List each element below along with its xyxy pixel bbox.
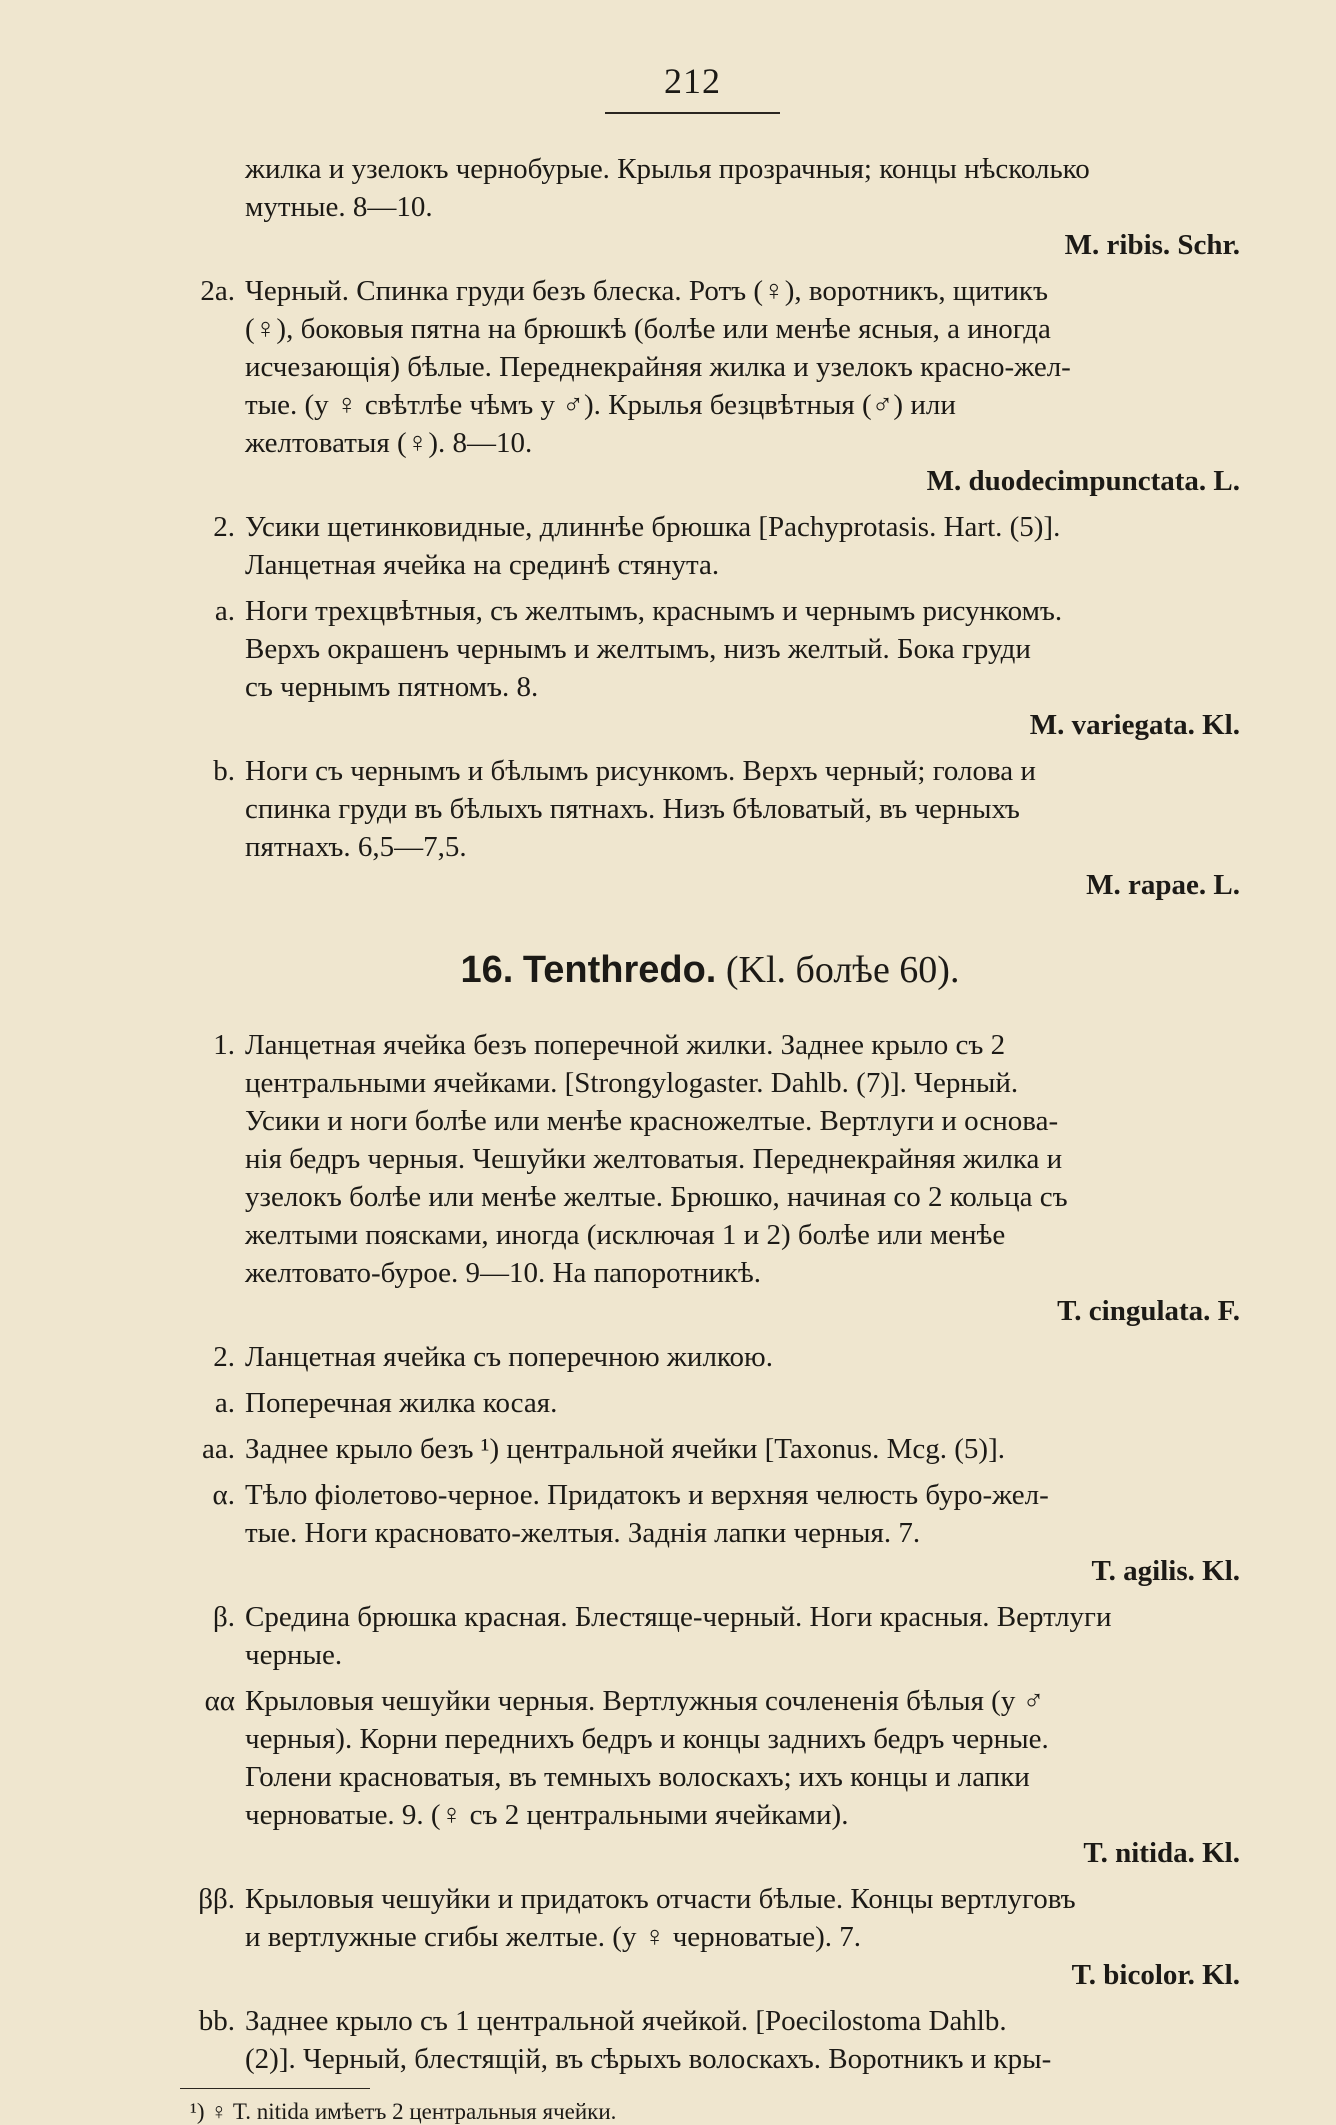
species-name: T. bicolor. Kl. [1071,1959,1240,1991]
entry-line: жилка и узелокъ чернобурые. Крылья прозрачныя; концы нѣсколько [245,153,1090,185]
key-entry [180,1682,1240,1872]
page-header [605,60,780,114]
key-entry [180,2002,1240,2078]
entry-line: черные. [245,1639,343,1671]
entry-label: α. [212,1479,235,1511]
key-entry [180,1476,1240,1590]
entry-line: центральными ячейками. [Strongylogaster. Dahlb. (7)]. Черный. [245,1067,1019,1099]
entry-label: b. [213,755,235,787]
footnote: ¹) ♀ T. nitida имѣетъ 2 центральныя ячейки. [190,2099,617,2124]
entry-line: тые. Ноги красновато-желтыя. Заднія лапки черныя. 7. [245,1517,921,1549]
genus-name: Tenthredo. [522,949,717,991]
key-entries-top [180,150,1240,904]
entry-line: Средина брюшка красная. Блестяще-черный. Ноги красныя. Вертлуги [245,1601,1112,1633]
genus-note: (Kl. болѣе 60). [725,949,960,991]
entry-line: съ чернымъ пятномъ. 8. [245,671,539,703]
entry-line: желтоватыя (♀). 8—10. [245,427,533,459]
species-name: T. agilis. Kl. [1091,1555,1240,1587]
entry-line: узелокъ болѣе или менѣе желтые. Брюшко, начиная со 2 кольца съ [245,1181,1068,1213]
entry-line: Ланцетная ячейка на срединѣ стянута. [245,549,720,581]
entry-line: черноватые. 9. (♀ съ 2 центральными ячейками). [245,1799,849,1831]
entry-line: тые. (у ♀ свѣтлѣе чѣмъ у ♂). Крылья безцвѣтныя (♂) или [245,389,956,421]
entry-line: Поперечная жилка косая. [245,1387,558,1419]
entry-line: Тѣло фіолетово-черное. Придатокъ и верхняя челюсть буро-жел- [245,1479,1049,1511]
entry-label: a. [214,1387,235,1419]
entry-line: Черный. Спинка груди безъ блеска. Ротъ (♀), воротникъ, щитикъ [245,275,1048,307]
genus-heading [180,948,1240,992]
entry-line: Ноги трехцвѣтныя, съ желтымъ, краснымъ и чернымъ рисункомъ. [245,595,1063,627]
entry-label: bb. [198,2005,235,2037]
entry-line: пятнахъ. 6,5—7,5. [245,831,467,863]
entry-label: 2. [213,511,235,543]
key-entries-bottom [180,1026,1240,2078]
entry-line: (2)]. Черный, блестящій, въ сѣрыхъ волоскахъ. Воротникъ и кры- [245,2043,1052,2075]
entry-label: aa. [202,1433,235,1465]
key-entry [180,1598,1240,1674]
entry-label: 2. [213,1341,235,1373]
key-entry [180,1430,1240,1468]
entry-line: Заднее крыло безъ ¹) центральной ячейки [Taxonus. Mcg. (5)]. [245,1433,1005,1465]
page-body [180,150,1240,2125]
entry-line: Крыловыя чешуйки и придатокъ отчасти бѣлые. Концы вертлуговъ [245,1883,1076,1915]
entry-line: черныя). Корни переднихъ бедръ и концы заднихъ бедръ черные. [245,1723,1049,1755]
entry-label: αα [204,1685,235,1717]
entry-line: Заднее крыло съ 1 центральной ячейкой. [Poecilostoma Dahlb. [245,2005,1007,2037]
species-name: T. nitida. Kl. [1083,1837,1240,1869]
page-number: 212 [664,61,721,101]
key-entry [180,752,1240,904]
entry-line: исчезающія) бѣлые. Переднекрайняя жилка и узелокъ красно-жел- [245,351,1071,383]
entry-line: Голени красноватыя, въ темныхъ волоскахъ; ихъ концы и лапки [245,1761,1030,1793]
key-entry [180,272,1240,500]
entry-line: Ноги съ чернымъ и бѣлымъ рисункомъ. Верхъ черный; голова и [245,755,1036,787]
species-name: M. rapae. L. [1086,869,1240,901]
species-name: M. duodecimpunctata. L. [926,465,1240,497]
entry-line: Верхъ окрашенъ чернымъ и желтымъ, низъ желтый. Бока груди [245,633,1031,665]
species-name: M. variegata. Kl. [1029,709,1240,741]
key-entry [180,1880,1240,1994]
footnote-rule [180,2088,370,2089]
entry-line: желтовато-бурое. 9—10. На папоротникѣ. [245,1257,762,1289]
key-entry [180,1338,1240,1376]
entry-label: a. [214,595,235,627]
genus-number: 16. [460,949,514,991]
key-entry [180,1026,1240,1330]
entry-label: β. [212,1601,235,1633]
entry-line: и вертлужные сгибы желтые. (у ♀ черноватые). 7. [245,1921,862,1953]
entry-line: спинка груди въ бѣлыхъ пятнахъ. Низъ бѣловатый, въ черныхъ [245,793,1020,825]
entry-line: Крыловыя чешуйки черныя. Вертлужныя сочлененія бѣлыя (у ♂ [245,1685,1045,1717]
key-entry [180,508,1240,584]
key-entry [180,1384,1240,1422]
entry-line: желтыми поясками, иногда (исключая 1 и 2) болѣе или менѣе [245,1219,1006,1251]
entry-line: (♀), боковыя пятна на брюшкѣ (болѣе или менѣе ясныя, а иногда [245,313,1051,345]
entry-line: Усики и ноги болѣе или менѣе красножелтые. Вертлуги и основа- [245,1105,1059,1137]
key-entry [180,150,1240,264]
entry-line: Усики щетинковидные, длиннѣе брюшка [Pachyprotasis. Hart. (5)]. [245,511,1061,543]
entry-label: ββ. [198,1883,235,1915]
entry-line: Ланцетная ячейка безъ поперечной жилки. Заднее крыло съ 2 [245,1029,1006,1061]
key-entry [180,592,1240,744]
entry-label: 2a. [200,275,235,307]
page-number-rule [605,112,780,114]
species-name: M. ribis. Schr. [1064,229,1240,261]
species-name: T. cingulata. F. [1057,1295,1240,1327]
entry-line: Ланцетная ячейка съ поперечною жилкою. [245,1341,773,1373]
entry-label: 1. [213,1029,235,1061]
entry-line: мутные. 8—10. [245,191,433,223]
entry-line: нія бедръ черныя. Чешуйки желтоватыя. Переднекрайняя жилка и [245,1143,1063,1175]
